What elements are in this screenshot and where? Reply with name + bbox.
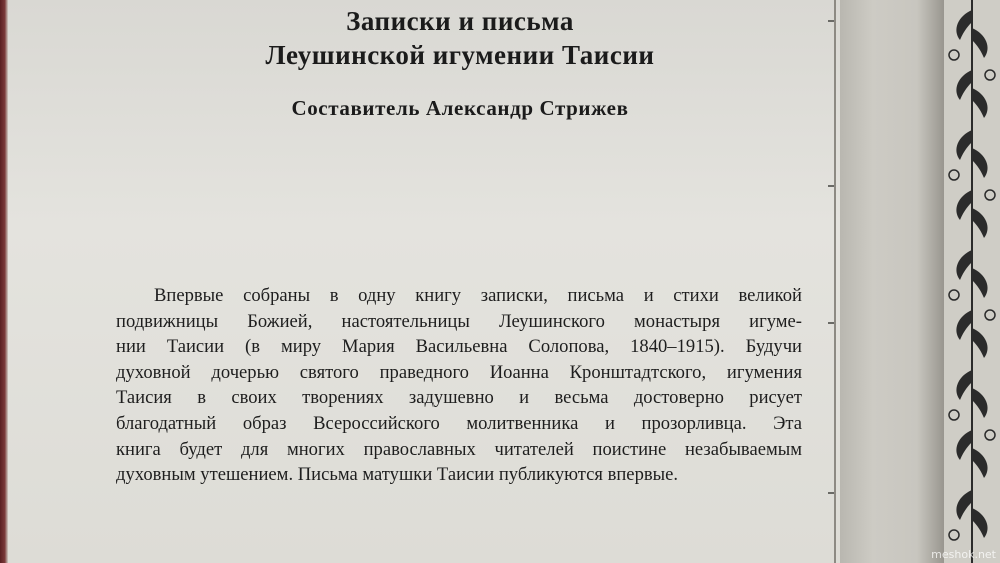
annotation-line: Впервые собраны в одну книгу записки, письма и стихи великой — [154, 285, 802, 306]
annotation-line: духовным утешением. Письма матушки Таисии публикуются впервые. — [116, 464, 679, 486]
book-title-line-1: Записки и письма — [346, 6, 574, 36]
floral-vine-icon — [944, 0, 1000, 563]
binding-stitch — [828, 20, 834, 22]
book-title-line-2: Леушинской игумении Таисии — [265, 40, 655, 70]
annotation-line: нии Таисии (в миру Мария Васильевна Солопова, 1840–1915). Будучи — [116, 336, 802, 358]
compiler-credit: Составитель Александр Стрижев — [291, 96, 629, 120]
annotation-line: книга будет для многих православных читателей поистине незабываемым — [116, 438, 802, 460]
bleed-through-text — [230, 140, 690, 187]
facing-page — [840, 0, 950, 563]
annotation-line: духовной дочерью святого праведного Иоанна Кронштадтского, игумения — [116, 361, 802, 383]
binding-stitch — [828, 185, 834, 187]
floral-border-ornament — [944, 0, 1000, 563]
annotation-paragraph — [116, 283, 802, 488]
book-cover-edge — [0, 0, 8, 563]
binding-stitch — [828, 492, 834, 494]
book-page — [8, 0, 840, 563]
book-title — [230, 4, 690, 72]
binding-stitch — [828, 322, 834, 324]
binding-fold — [834, 0, 836, 563]
annotation-line: Таисия в своих творениях задушевно и весьма достоверно рисует — [116, 387, 802, 409]
annotation-line: подвижницы Божией, настоятельницы Леушинского монастыря игуме- — [116, 310, 802, 332]
annotation-line: благодатный образ Всероссийского молитвенника и прозорливца. Эта — [116, 412, 802, 434]
watermark-text: meshok.net — [931, 548, 996, 561]
